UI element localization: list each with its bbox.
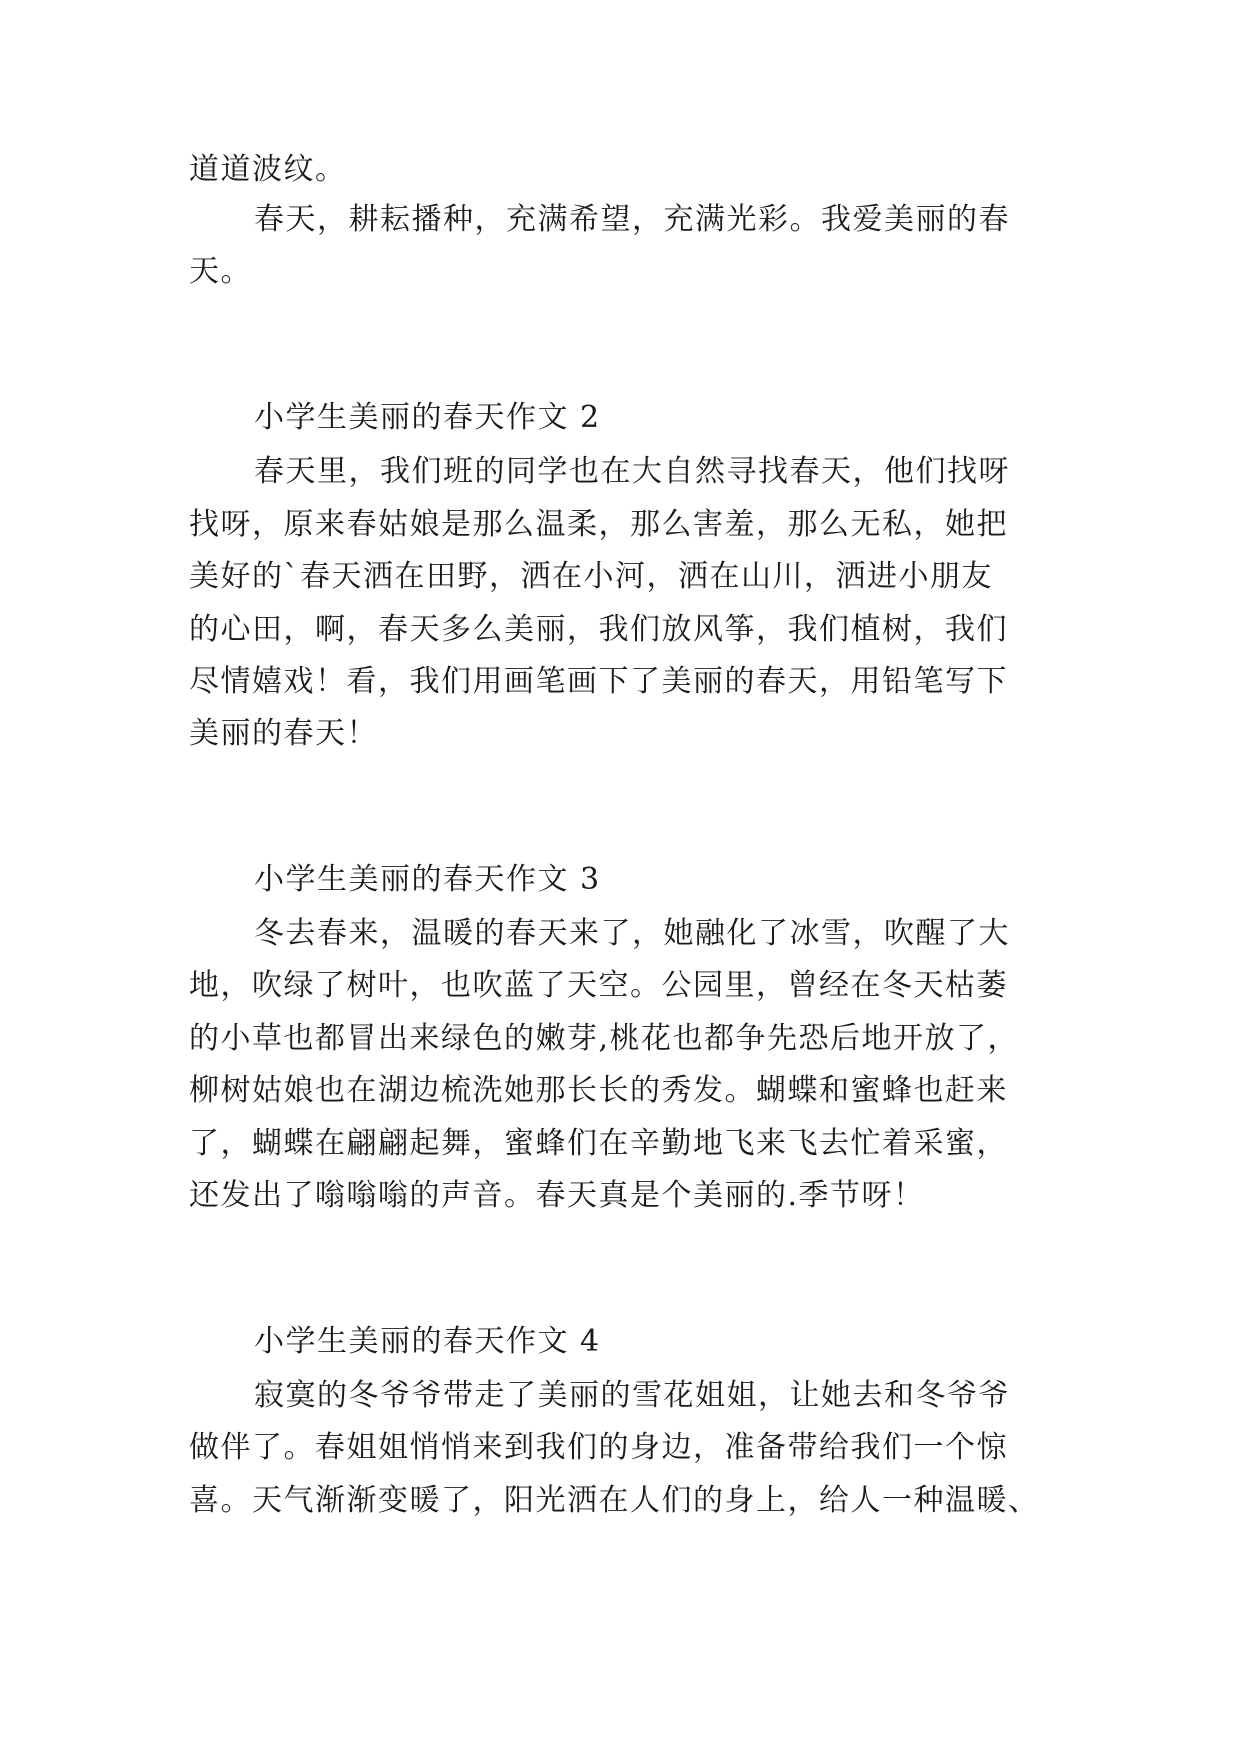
paragraph-line: 道道波纹。 <box>189 152 347 187</box>
essay-heading: 小学生美丽的春天作文 2 <box>254 400 601 435</box>
paragraph-line: 天。 <box>189 254 252 289</box>
paragraph-line: 还发出了嗡嗡嗡的声音。春天真是个美丽的.季节呀！ <box>189 1178 925 1213</box>
essay-heading: 小学生美丽的春天作文 4 <box>254 1324 601 1359</box>
paragraph-line: 的心田，啊，春天多么美丽，我们放风筝，我们植树，我们 <box>189 612 1008 647</box>
paragraph-line: 地，吹绿了树叶，也吹蓝了天空。公园里，曾经在冬天枯萎 <box>189 968 1008 1003</box>
paragraph-line: 做伴了。春姐姐悄悄来到我们的身边，准备带给我们一个惊 <box>189 1430 1008 1465</box>
paragraph-line: 尽情嬉戏！看，我们用画笔画下了美丽的春天，用铅笔写下 <box>189 664 1008 699</box>
paragraph-line: 冬去春来，温暖的春天来了，她融化了冰雪，吹醒了大 <box>254 916 1010 951</box>
paragraph-line: 柳树姑娘也在湖边梳洗她那长长的秀发。蝴蝶和蜜蜂也赶来 <box>189 1073 1008 1108</box>
paragraph-line: 的小草也都冒出来绿色的嫩芽,桃花也都争先恐后地开放了， <box>189 1021 1020 1056</box>
essay-heading: 小学生美丽的春天作文 3 <box>254 862 601 897</box>
paragraph-line: 了，蝴蝶在翩翩起舞，蜜蜂们在辛勤地飞来飞去忙着采蜜， <box>189 1126 1008 1161</box>
paragraph-line: 美丽的春天！ <box>189 716 378 751</box>
paragraph-line: 美好的`春天洒在田野，洒在小河，洒在山川，洒进小朋友 <box>189 559 993 594</box>
paragraph-line: 寂寞的冬爷爷带走了美丽的雪花姐姐，让她去和冬爷爷 <box>254 1378 1010 1413</box>
paragraph-line: 春天里，我们班的同学也在大自然寻找春天，他们找呀 <box>254 454 1010 489</box>
paragraph-line: 春天，耕耘播种，充满希望，充满光彩。我爱美丽的春 <box>254 202 1010 237</box>
paragraph-line: 找呀，原来春姑娘是那么温柔，那么害羞，那么无私，她把 <box>189 507 1008 542</box>
paragraph-line: 喜。天气渐渐变暖了，阳光洒在人们的身上，给人一种温暖、 <box>189 1483 1040 1518</box>
